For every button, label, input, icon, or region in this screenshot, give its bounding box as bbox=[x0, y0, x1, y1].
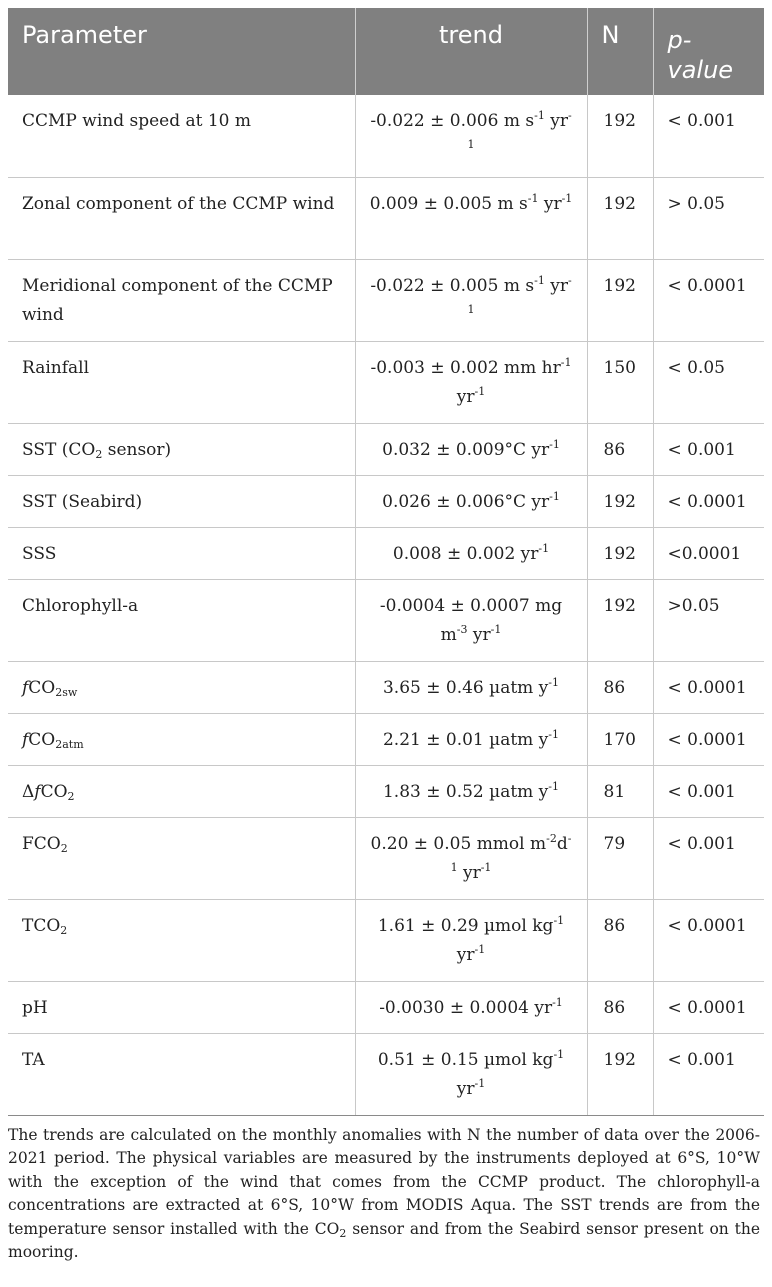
table-row bbox=[8, 95, 764, 177]
cell-trend: 0.009 ± 0.005 m $s^{-1}$ $yr^{-1}$ bbox=[355, 177, 587, 259]
cell-p-value: < 0.0001 bbox=[653, 981, 764, 1033]
cell-parameter: fCO$_{2atm}$ bbox=[8, 713, 355, 765]
cell-parameter: Rainfall bbox=[8, 341, 355, 423]
cell-trend: -0.022 ± 0.005 m $s^{-1}$ $yr^{-1}$ bbox=[355, 259, 587, 341]
cell-n: 86 bbox=[587, 661, 653, 713]
cell-trend: 1.83 ± 0.52 µatm $y^{-1}$ bbox=[355, 765, 587, 817]
cell-trend: 0.51 ± 0.15 µmol $kg^{-1}$ $yr^{-1}$ bbox=[355, 1033, 587, 1115]
cell-parameter: $TCO_2$ bbox=[8, 899, 355, 981]
cell-p-value: < 0.001 bbox=[653, 817, 764, 899]
cell-trend: -0.0030 ± 0.0004 $yr^{-1}$ bbox=[355, 981, 587, 1033]
table-row bbox=[8, 661, 764, 713]
cell-parameter: pH bbox=[8, 981, 355, 1033]
cell-parameter: Zonal component of the CCMP wind bbox=[8, 177, 355, 259]
cell-n: 86 bbox=[587, 423, 653, 475]
cell-trend: 0.032 ± 0.009°C $yr^{-1}$ bbox=[355, 423, 587, 475]
table-row bbox=[8, 341, 764, 423]
cell-trend: 3.65 ± 0.46 µatm $y^{-1}$ bbox=[355, 661, 587, 713]
cell-trend: 0.008 ± 0.002 $yr^{-1}$ bbox=[355, 527, 587, 579]
cell-n: 192 bbox=[587, 579, 653, 661]
table-row bbox=[8, 765, 764, 817]
table-row bbox=[8, 981, 764, 1033]
cell-p-value: > 0.05 bbox=[653, 177, 764, 259]
cell-n: 192 bbox=[587, 95, 653, 177]
table-container bbox=[8, 8, 764, 1265]
table-row bbox=[8, 713, 764, 765]
table-row bbox=[8, 423, 764, 475]
table-body bbox=[8, 95, 764, 1115]
cell-p-value: < 0.0001 bbox=[653, 899, 764, 981]
cell-parameter: Meridional component of the CCMP wind bbox=[8, 259, 355, 341]
cell-p-value: >0.05 bbox=[653, 579, 764, 661]
cell-trend: -0.0004 ± 0.0007 mg $m^{-3}$ $yr^{-1}$ bbox=[355, 579, 587, 661]
cell-p-value: < 0.001 bbox=[653, 95, 764, 177]
cell-parameter: $FCO_2$ bbox=[8, 817, 355, 899]
table-row bbox=[8, 475, 764, 527]
table-row bbox=[8, 817, 764, 899]
table-footnote: The trends are calculated on the monthly anomalies with N the number of data over the 2006-2021 period. The physical variables are measured by the instruments deployed at 6°S, 10°W with the exception of the wind that comes from the CCMP product. The chlorophyll-a concentrations are extracted at 6°S, 10°W from MODIS Aqua. The SST trends are from the temperature sensor installed with the $CO_2$ sensor and from the Seabird sensor present on the mooring. bbox=[8, 1125, 761, 1261]
table-row bbox=[8, 579, 764, 661]
header-n: N bbox=[587, 8, 653, 95]
cell-n: 192 bbox=[587, 527, 653, 579]
cell-trend: 1.61 ± 0.29 µmol $kg^{-1}$ $yr^{-1}$ bbox=[355, 899, 587, 981]
cell-p-value: < 0.0001 bbox=[653, 259, 764, 341]
cell-p-value: < 0.0001 bbox=[653, 661, 764, 713]
cell-trend: 0.20 ± 0.05 mmol $m^{-2}d^{-1}$ $yr^{-1}$ bbox=[355, 817, 587, 899]
cell-p-value: < 0.001 bbox=[653, 765, 764, 817]
table-row bbox=[8, 177, 764, 259]
cell-parameter: fCO$_{2sw}$ bbox=[8, 661, 355, 713]
cell-parameter: Chlorophyll-a bbox=[8, 579, 355, 661]
cell-parameter: SST ($CO_2$ sensor) bbox=[8, 423, 355, 475]
cell-n: 81 bbox=[587, 765, 653, 817]
cell-n: 192 bbox=[587, 475, 653, 527]
cell-p-value: < 0.001 bbox=[653, 423, 764, 475]
cell-parameter: CCMP wind speed at 10 m bbox=[8, 95, 355, 177]
table-row bbox=[8, 1033, 764, 1115]
header-p-value: p-value bbox=[653, 8, 764, 95]
cell-parameter: TA bbox=[8, 1033, 355, 1115]
cell-n: 192 bbox=[587, 177, 653, 259]
cell-n: 79 bbox=[587, 817, 653, 899]
header-parameter: Parameter bbox=[8, 8, 355, 95]
cell-n: 86 bbox=[587, 981, 653, 1033]
cell-n: 150 bbox=[587, 341, 653, 423]
cell-n: 86 bbox=[587, 899, 653, 981]
cell-n: 170 bbox=[587, 713, 653, 765]
cell-parameter: SST (Seabird) bbox=[8, 475, 355, 527]
cell-trend: 2.21 ± 0.01 µatm $y^{-1}$ bbox=[355, 713, 587, 765]
table-row bbox=[8, 899, 764, 981]
cell-p-value: <0.0001 bbox=[653, 527, 764, 579]
cell-trend: -0.022 ± 0.006 m $s^{-1}$ $yr^{-1}$ bbox=[355, 95, 587, 177]
cell-parameter: SSS bbox=[8, 527, 355, 579]
header-trend: trend bbox=[355, 8, 587, 95]
cell-n: 192 bbox=[587, 259, 653, 341]
table-row bbox=[8, 259, 764, 341]
cell-parameter: ΔfCO$_2$ bbox=[8, 765, 355, 817]
cell-p-value: < 0.001 bbox=[653, 1033, 764, 1115]
table-row bbox=[8, 527, 764, 579]
cell-p-value: < 0.05 bbox=[653, 341, 764, 423]
cell-trend: -0.003 ± 0.002 mm $hr^{-1}$ $yr^{-1}$ bbox=[355, 341, 587, 423]
cell-n: 192 bbox=[587, 1033, 653, 1115]
cell-trend: 0.026 ± 0.006°C $yr^{-1}$ bbox=[355, 475, 587, 527]
trend-table bbox=[8, 8, 764, 1116]
cell-p-value: < 0.0001 bbox=[653, 713, 764, 765]
cell-p-value: < 0.0001 bbox=[653, 475, 764, 527]
table-header-row bbox=[8, 8, 764, 95]
